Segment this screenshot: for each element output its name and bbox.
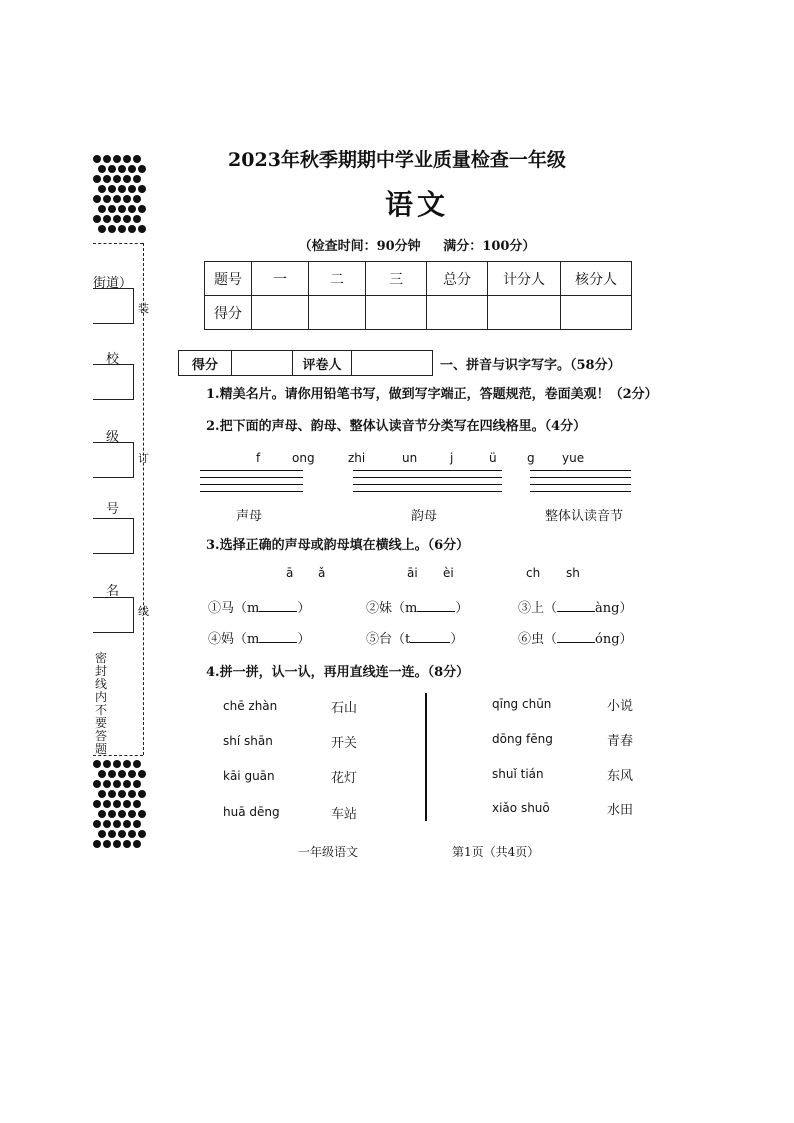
binding-dot (138, 810, 146, 818)
option: èi (443, 566, 454, 580)
binding-dot (93, 820, 101, 828)
binding-dot (133, 780, 141, 788)
syllable: ü (489, 451, 497, 465)
match-pinyin-right: xiǎo shuō (492, 801, 550, 815)
column-divider (425, 693, 427, 821)
score-cell[interactable] (366, 296, 427, 330)
binding-dot (98, 770, 106, 778)
match-pinyin-right: dōng fēng (492, 732, 553, 746)
binding-dot (128, 225, 136, 233)
match-pinyin-left: huā dēng (223, 805, 280, 819)
binding-dot (103, 800, 111, 808)
match-word-right: 水田 (607, 803, 634, 818)
answer-blank[interactable] (417, 611, 455, 612)
binding-dot (128, 770, 136, 778)
option: ā (286, 566, 294, 580)
score-header-cell: 总分 (427, 262, 488, 296)
match-word-right: 小说 (607, 699, 634, 714)
binding-dot (123, 840, 131, 848)
binding-dot (103, 820, 111, 828)
field-box-name[interactable] (93, 597, 134, 633)
binding-dot-pattern-bottom (93, 760, 149, 850)
field-label-name: 名 (106, 584, 120, 599)
exam-info: （检查时间：90分钟 满分：100分） (298, 239, 536, 254)
four-line-grid-whole-syllables[interactable] (530, 470, 631, 494)
field-box-class[interactable] (93, 442, 134, 478)
match-word-left: 花灯 (331, 771, 358, 786)
field-label-school: 校 (106, 352, 120, 367)
score-header-cell: 二 (309, 262, 366, 296)
match-pinyin-left: kāi guān (223, 769, 275, 783)
binding-dot (108, 790, 116, 798)
field-label-street: 街道） (93, 276, 133, 291)
binding-dot (108, 810, 116, 818)
binding-dot (118, 830, 126, 838)
fill-item-tail: àng） (595, 601, 633, 616)
binding-dot (93, 840, 101, 848)
fill-item-4 (208, 628, 310, 647)
footer-subject: 一年级语文 (298, 845, 359, 859)
field-box-number[interactable] (93, 518, 134, 554)
answer-blank[interactable] (557, 611, 595, 612)
binding-dot (108, 225, 116, 233)
binding-dot (113, 760, 121, 768)
category-label: 韵母 (411, 509, 438, 524)
binding-dot (133, 760, 141, 768)
fill-item-tail: ） (297, 601, 311, 616)
binding-dot (133, 840, 141, 848)
binding-dot (123, 760, 131, 768)
binding-dot (113, 820, 121, 828)
seal-char-ding: 订 (138, 452, 149, 465)
syllable: g (527, 451, 535, 465)
match-pinyin-left: chē zhàn (223, 699, 278, 713)
syllable: yue (562, 451, 585, 465)
binding-dot (103, 175, 111, 183)
binding-dot (93, 175, 101, 183)
binding-dot (138, 830, 146, 838)
match-pinyin-left: shí shān (223, 734, 273, 748)
field-box-school[interactable] (93, 364, 134, 400)
binding-dot (133, 175, 141, 183)
fill-item-label: ④妈（m (208, 632, 260, 647)
question-2: 2.把下面的声母、韵母、整体认读音节分类写在四线格里。（4分） (206, 419, 587, 434)
binding-dot (118, 770, 126, 778)
match-word-right: 东风 (607, 769, 634, 784)
field-label-number: 号 (106, 502, 120, 517)
fill-item-tail: óng） (595, 632, 633, 647)
score-cell[interactable] (561, 296, 632, 330)
fill-item-tail: ） (455, 601, 469, 616)
fill-item-3 (518, 597, 632, 616)
fill-item-6 (518, 628, 633, 647)
score-cell[interactable] (427, 296, 488, 330)
fill-item-label: ⑤台（t (366, 632, 411, 647)
fill-item-tail: ） (297, 632, 311, 647)
fill-item-5 (366, 628, 463, 647)
binding-dot (93, 780, 101, 788)
binding-dot (113, 175, 121, 183)
question-3: 3.选择正确的声母或韵母填在横线上。（6分） (206, 538, 470, 553)
answer-blank[interactable] (259, 611, 297, 612)
score-header-cell: 计分人 (488, 262, 561, 296)
binding-dot (98, 225, 106, 233)
binding-dot (103, 840, 111, 848)
answer-blank[interactable] (410, 642, 450, 643)
option: sh (566, 566, 580, 580)
binding-dot (123, 175, 131, 183)
score-table (204, 261, 632, 330)
exam-title: 2023年秋季期期中学业质量检查一年级 (228, 149, 566, 171)
category-label: 整体认读音节 (545, 509, 624, 524)
seal-note: 密封线内不要答题 (95, 651, 108, 756)
answer-blank[interactable] (557, 642, 595, 643)
binding-dot (93, 800, 101, 808)
binding-dot (118, 225, 126, 233)
fill-item-label: ⑥虫（ (518, 632, 558, 647)
binding-dot (113, 780, 121, 788)
binding-dot (93, 760, 101, 768)
binding-dot (128, 830, 136, 838)
match-word-left: 石山 (331, 701, 358, 716)
field-label-class: 级 (106, 430, 120, 445)
score-header-cell: 一 (252, 262, 309, 296)
option: āi (407, 566, 418, 580)
binding-dot (103, 780, 111, 788)
score-header-cell: 核分人 (561, 262, 632, 296)
binding-dot (98, 790, 106, 798)
subject-title: 语文 (384, 188, 449, 221)
fill-item-1 (208, 597, 310, 616)
binding-dot (108, 830, 116, 838)
match-word-left: 开关 (331, 736, 358, 751)
section-score-cell[interactable] (232, 351, 293, 376)
option: ch (526, 566, 541, 580)
binding-dot (108, 770, 116, 778)
syllable: un (402, 451, 418, 465)
syllable: ong (292, 451, 315, 465)
score-header-cell: 三 (366, 262, 427, 296)
score-header-cell: 题号 (205, 262, 252, 296)
score-cell[interactable] (309, 296, 366, 330)
binding-dot (98, 830, 106, 838)
binding-dot (113, 840, 121, 848)
option: ǎ (318, 566, 326, 580)
score-row-label: 得分 (205, 296, 252, 330)
section-score-box (178, 350, 433, 376)
section-grader-cell[interactable] (352, 351, 433, 376)
binding-dot (123, 800, 131, 808)
binding-dot (133, 820, 141, 828)
seal-char-xian: 线 (138, 605, 149, 618)
binding-dashed-line (143, 243, 144, 755)
binding-dot (113, 800, 121, 808)
section-grader-label: 评卷人 (293, 351, 352, 376)
footer-page-number: 第1页（共4页） (452, 845, 540, 859)
fill-item-2 (366, 597, 468, 616)
question-4: 4.拼一拼，认一认，再用直线连一连。（8分） (206, 665, 470, 680)
four-line-grid-finals[interactable] (353, 470, 502, 494)
fill-item-label: ②妹（m (366, 601, 418, 616)
binding-dot (123, 820, 131, 828)
binding-dot (128, 810, 136, 818)
section-heading: 一、拼音与识字写字。（58分） (440, 358, 621, 373)
syllable: f (256, 451, 261, 465)
seal-char-zhuang: 装 (138, 302, 149, 315)
four-line-grid-initials[interactable] (200, 470, 303, 494)
score-cell[interactable] (252, 296, 309, 330)
section-score-label: 得分 (179, 351, 232, 376)
binding-dot (138, 790, 146, 798)
binding-dot (103, 760, 111, 768)
binding-dot (138, 225, 146, 233)
category-label: 声母 (236, 509, 263, 524)
binding-dot (118, 810, 126, 818)
match-word-right: 青春 (607, 734, 634, 749)
syllable: zhi (348, 451, 366, 465)
binding-dot (98, 810, 106, 818)
match-pinyin-right: qīng chūn (492, 697, 552, 711)
answer-blank[interactable] (259, 642, 297, 643)
field-box-street[interactable] (93, 288, 134, 324)
syllable: j (450, 451, 454, 465)
fill-item-tail: ） (450, 632, 464, 647)
binding-dot (123, 780, 131, 788)
binding-dot (118, 790, 126, 798)
fill-item-label: ①马（m (208, 601, 260, 616)
score-cell[interactable] (488, 296, 561, 330)
match-pinyin-right: shuǐ tián (492, 767, 544, 781)
binding-dot (133, 800, 141, 808)
fill-item-label: ③上（ (518, 601, 558, 616)
match-word-left: 车站 (331, 807, 358, 822)
question-1: 1.精美名片。请你用铅笔书写，做到写字端正，答题规范，卷面美观！（2分） (206, 387, 658, 402)
binding-dot (128, 790, 136, 798)
binding-dot (138, 770, 146, 778)
